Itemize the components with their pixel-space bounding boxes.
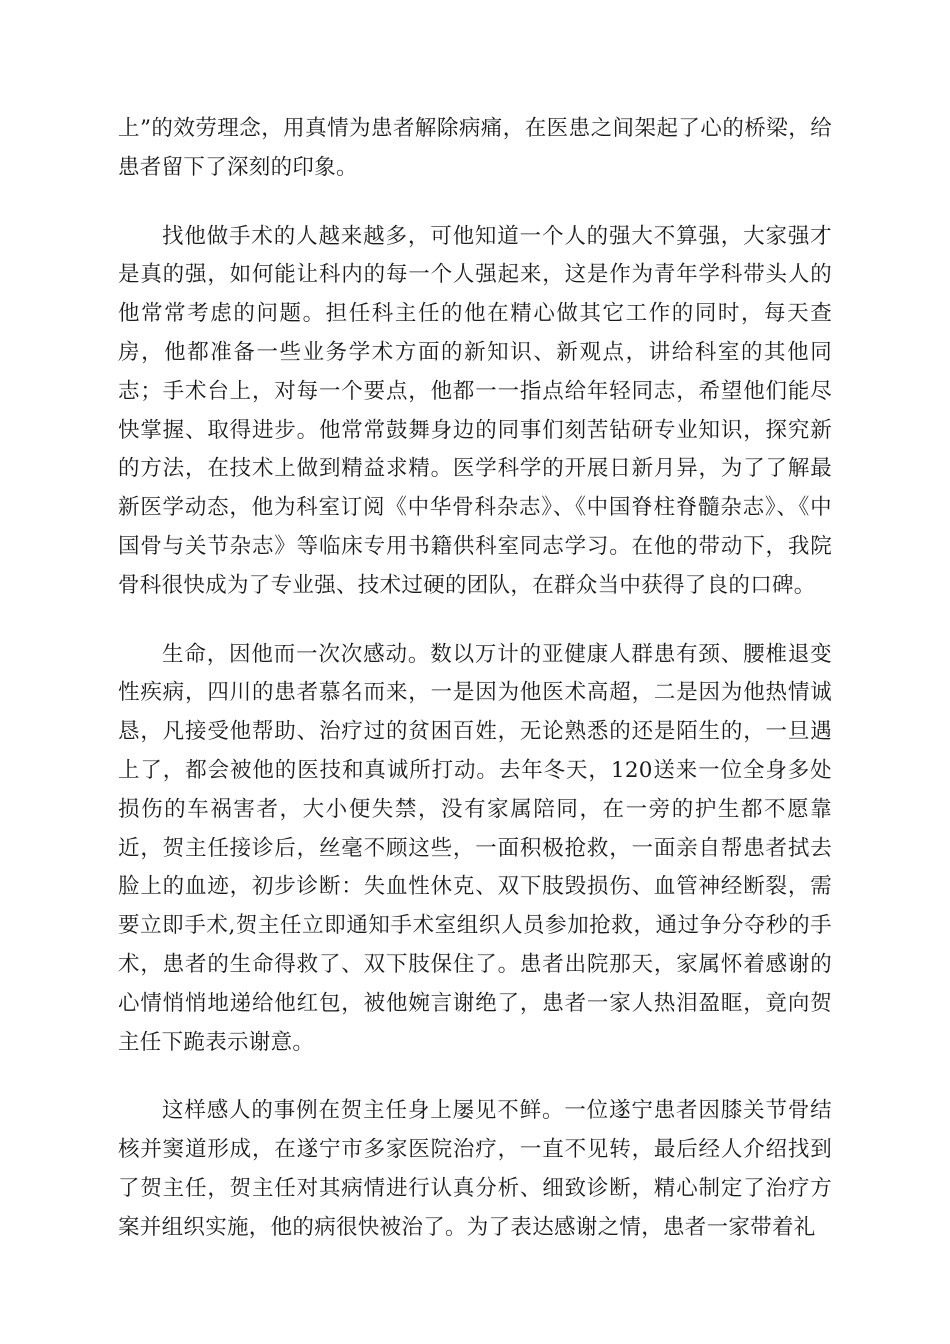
paragraph-continuation: 上”的效劳理念，用真情为患者解除病痛，在医患之间架起了心的桥梁，给患者留下了深刻的印象。 <box>118 116 832 180</box>
paragraph-gap <box>118 188 832 218</box>
paragraph-gap <box>118 1062 832 1092</box>
paragraph-gap <box>118 606 832 636</box>
paragraph-team-building: 找他做手术的人越来越多，可他知道一个人的强大不算强，大家强才是真的强，如何能让科内的每一个人强起来，这是作为青年学科带头人的他常常考虑的问题。担任科主任的他在精心做其它工作的同时，每天查房，他都准备一些业务学术方面的新知识、新观点，讲给科室的其他同志；手术台上，对每一个要点，他都一一指点给年轻同志，希望他们能尽快掌握、取得进步。他常常鼓舞身边的同事们刻苦钻研专业知识，探究新的方法，在技术上做到精益求精。医学科学的开展日新月异，为了了解最新医学动态，他为科室订阅《中华骨科杂志》、《中国脊柱脊髓杂志》、《中国骨与关节杂志》等临床专用书籍供科室同志学习。在他的带动下，我院骨科很快成为了专业强、技术过硬的团队，在群众当中获得了良的口碑。 <box>118 223 832 598</box>
paragraph-touching-cases: 这样感人的事例在贺主任身上屡见不鲜。一位遂宁患者因膝关节骨结核并窦道形成，在遂宁市多家医院治疗，一直不见转，最后经人介绍找到了贺主任，贺主任对其病情进行认真分析、细致诊断，精心制定了治疗方案并组织实施，他的病很快被治了。为了表达感谢之情，患者一家带着礼 <box>118 1098 832 1240</box>
paragraph-life-moved: 生命，因他而一次次感动。数以万计的亚健康人群患有颈、腰椎退变性疾病，四川的患者慕名而来，一是因为他医术高超，二是因为他热情诚恳，凡接受他帮助、治疗过的贫困百姓，无论熟悉的还是陌生的，一旦遇上了，都会被他的医技和真诚所打动。去年冬天，120送来一位全身多处损伤的车祸害者，大小便失禁，没有家属陪同，在一旁的护生都不愿靠近，贺主任接诊后，丝毫不顾这些，一面积极抢救，一面亲自帮患者拭去脸上的血迹，初步诊断：失血性休克、双下肢毁损伤、血管神经断裂，需要立即手术,贺主任立即通知手术室组织人员参加抢救，通过争分夺秒的手术，患者的生命得救了、双下肢保住了。患者出院那天，家属怀着感谢的心情悄悄地递给他红包，被他婉言谢绝了，患者一家人热泪盈眶，竟向贺主任下跪表示谢意。 <box>118 641 832 1055</box>
